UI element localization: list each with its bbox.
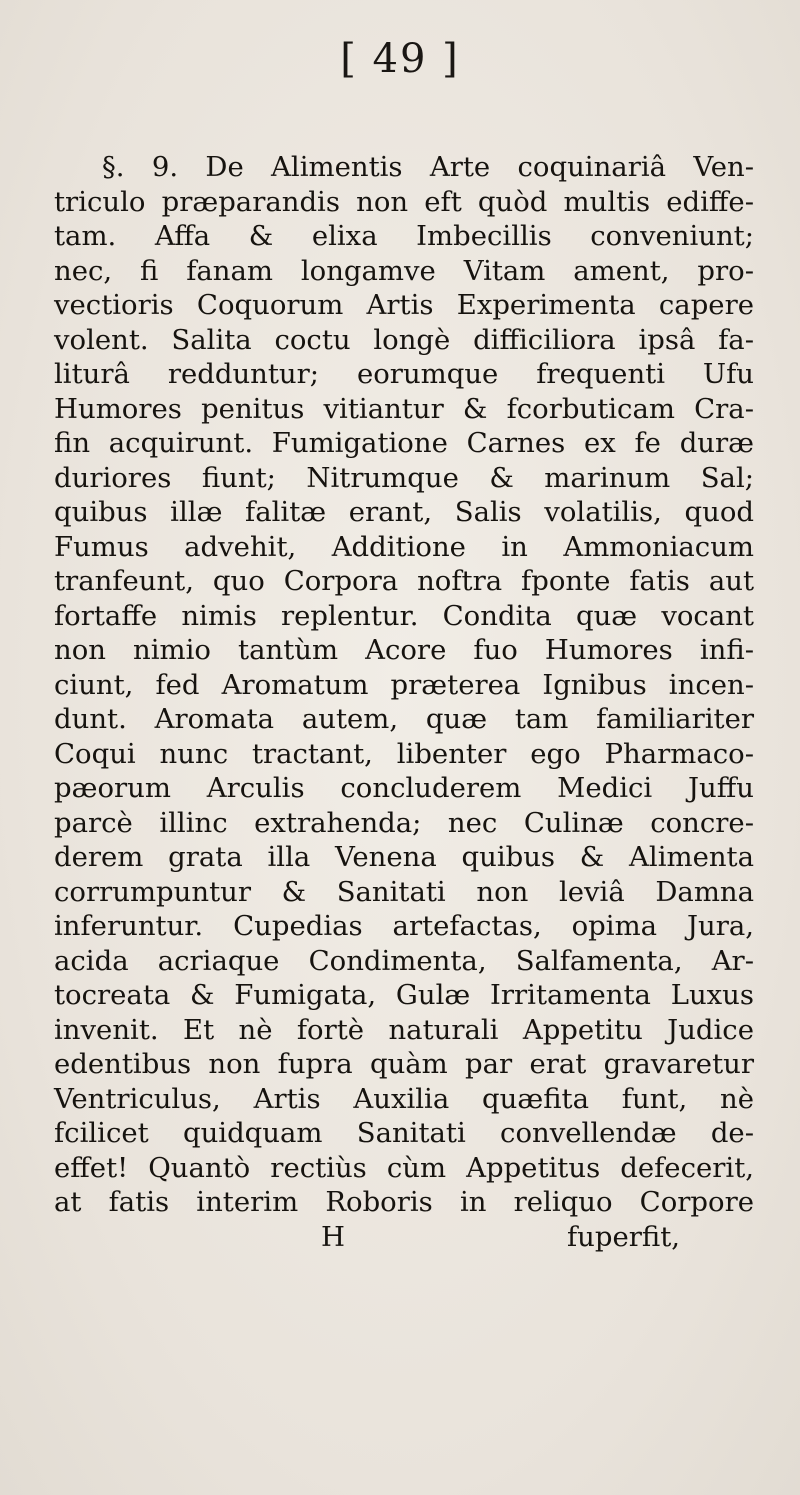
text-line: nec, fi fanam longamve Vitam ament, pro- [54,254,754,287]
text-line: triculo præparandis non eft quòd multis ediffe- [54,185,754,218]
page-number: [ 49 ] [340,36,460,82]
text-line: Humores penitus vitiantur & fcorbuticam Cra- [54,392,754,425]
text-line: ciunt, fed Aromatum præterea Ignibus incen- [54,668,754,701]
text-line: fin acquirunt. Fumigatione Carnes ex fe duræ [54,427,754,459]
text-line: effet! Quantò rectiùs cùm Appetitus defecerit, [54,1151,754,1184]
text-line: tam. Affa & elixa Imbecillis conveniunt; [54,220,754,252]
text-line: dunt. Aromata autem, quæ tam familiariter [54,703,754,735]
body-text [54,150,754,1254]
text-line: quibus illæ falitæ erant, Salis volatilis, quod [54,496,754,528]
text-line: duriores fiunt; Nitrumque & marinum Sal; [54,461,754,494]
text-line: edentibus non fupra quàm par erat gravaretur [54,1048,754,1080]
text-line: tocreata & Fumigata, Gulæ Irritamenta Luxus [54,979,754,1011]
text-line: Coqui nunc tractant, libenter ego Pharmaco- [54,737,754,770]
text-line: inferuntur. Cupedias artefactas, opima Jura, [54,910,754,942]
text-line: Ventriculus, Artis Auxilia quæfita funt, nè [54,1082,754,1115]
text-line: derem grata illa Venena quibus & Alimenta [54,841,754,873]
text-line: invenit. Et nè fortè naturali Appetitu Judice [54,1013,754,1046]
text-line: Fumus advehit, Additione in Ammoniacum [54,530,754,563]
text-line: volent. Salita coctu longè difficiliora ipsâ fa- [54,323,754,356]
text-line: §. 9. De Alimentis Arte coquinariâ Ven- [102,151,754,183]
text-line: non nimio tantùm Acore fuo Humores infi- [54,634,754,666]
text-line: pæorum Arculis concluderem Medici Juffu [54,772,754,804]
catchword: fuperfit, [567,1220,681,1253]
text-line: parcè illinc extrahenda; nec Culinæ concre- [54,806,754,839]
text-line: liturâ redduntur; eorumque frequenti Ufu [54,358,754,390]
signature-mark: H [321,1220,345,1253]
footer-row [54,1220,754,1255]
text-line: fortaffe nimis replentur. Condita quæ vocant [54,599,754,632]
text-line: acida acriaque Condimenta, Salfamenta, Ar- [54,944,754,977]
text-line: vectioris Coquorum Artis Experimenta capere [54,289,754,321]
text-line: fcilicet quidquam Sanitati convellendæ de- [54,1117,754,1149]
text-line: tranfeunt, quo Corpora noftra fponte fatis aut [54,565,754,597]
text-line: corrumpuntur & Sanitati non leviâ Damna [54,875,754,908]
text-line: at fatis interim Roboris in reliquo Corpore [54,1186,754,1218]
